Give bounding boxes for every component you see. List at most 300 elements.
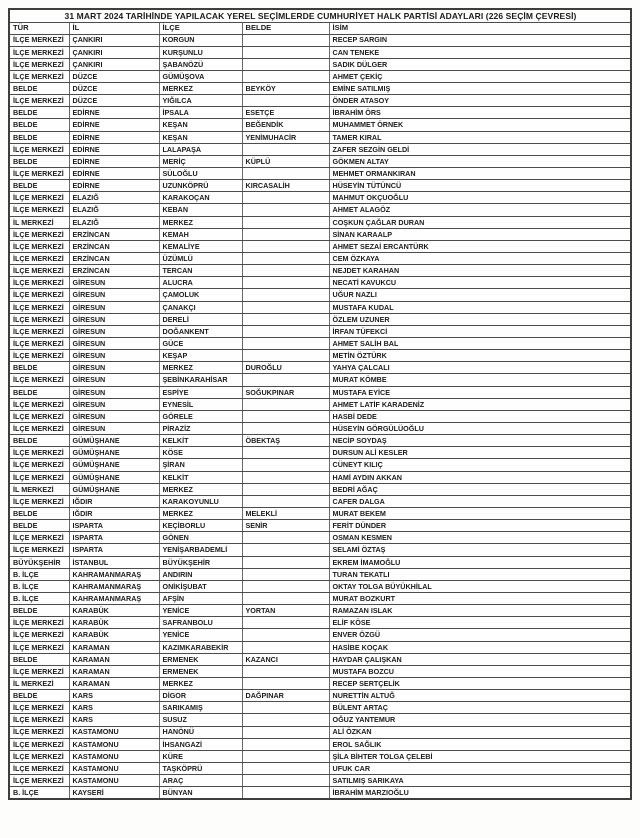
cell-isim: MURAT BEKEM: [329, 507, 631, 519]
cell-ilce: İPSALA: [159, 107, 242, 119]
cell-ilce: TERCAN: [159, 265, 242, 277]
cell-il: DÜZCE: [69, 95, 159, 107]
cell-ilce: SARIKAMIŞ: [159, 702, 242, 714]
cell-isim: EROL SAĞLIK: [329, 738, 631, 750]
cell-belde: [242, 726, 329, 738]
cell-tur: BELDE: [9, 653, 69, 665]
cell-belde: SENİR: [242, 520, 329, 532]
cell-isim: CÜNEYT KILIÇ: [329, 459, 631, 471]
cell-il: EDİRNE: [69, 180, 159, 192]
cell-tur: BELDE: [9, 386, 69, 398]
table-row: [9, 495, 631, 507]
cell-tur: İL MERKEZİ: [9, 677, 69, 689]
cell-belde: MELEKLİ: [242, 507, 329, 519]
cell-il: KASTAMONU: [69, 726, 159, 738]
cell-isim: OĞUZ YANTEMUR: [329, 714, 631, 726]
cell-belde: [242, 483, 329, 495]
table-row: [9, 253, 631, 265]
cell-tur: B. İLÇE: [9, 580, 69, 592]
cell-tur: İLÇE MERKEZİ: [9, 750, 69, 762]
table-row: [9, 471, 631, 483]
cell-belde: [242, 350, 329, 362]
cell-belde: DAĞPINAR: [242, 690, 329, 702]
cell-belde: KÜPLÜ: [242, 155, 329, 167]
cell-il: DÜZCE: [69, 70, 159, 82]
table-row: [9, 750, 631, 762]
cell-tur: İLÇE MERKEZİ: [9, 289, 69, 301]
cell-tur: İLÇE MERKEZİ: [9, 277, 69, 289]
cell-tur: İLÇE MERKEZİ: [9, 58, 69, 70]
table-row: [9, 240, 631, 252]
cell-ilce: ESPİYE: [159, 386, 242, 398]
cell-belde: [242, 423, 329, 435]
table-row: [9, 738, 631, 750]
cell-isim: AHMET ALAGÖZ: [329, 204, 631, 216]
table-row: [9, 423, 631, 435]
cell-isim: HÜSEYİN TÜTÜNCÜ: [329, 180, 631, 192]
cell-tur: İLÇE MERKEZİ: [9, 313, 69, 325]
cell-isim: COŞKUN ÇAĞLAR DURAN: [329, 216, 631, 228]
cell-belde: [242, 580, 329, 592]
cell-il: ELAZIĞ: [69, 216, 159, 228]
table-row: [9, 459, 631, 471]
cell-tur: B. İLÇE: [9, 568, 69, 580]
cell-belde: [242, 325, 329, 337]
cell-tur: BELDE: [9, 107, 69, 119]
table-row: [9, 447, 631, 459]
cell-isim: ALİ ÖZKAN: [329, 726, 631, 738]
cell-belde: [242, 58, 329, 70]
cell-tur: İLÇE MERKEZİ: [9, 714, 69, 726]
cell-ilce: GÜMÜŞOVA: [159, 70, 242, 82]
cell-belde: [242, 738, 329, 750]
cell-isim: SATILMIŞ SARIKAYA: [329, 775, 631, 787]
table-row: [9, 556, 631, 568]
cell-il: DÜZCE: [69, 83, 159, 95]
cell-isim: MUSTAFA EYİCE: [329, 386, 631, 398]
cell-tur: İL MERKEZİ: [9, 216, 69, 228]
cell-il: GİRESUN: [69, 386, 159, 398]
cell-isim: NECATİ KAVUKCU: [329, 277, 631, 289]
cell-isim: CAFER DALGA: [329, 495, 631, 507]
cell-ilce: KARAKOYUNLU: [159, 495, 242, 507]
cell-belde: [242, 568, 329, 580]
cell-belde: [242, 168, 329, 180]
cell-il: KAHRAMANMARAŞ: [69, 592, 159, 604]
cell-belde: KIRCASALİH: [242, 180, 329, 192]
table-row: [9, 677, 631, 689]
cell-tur: İLÇE MERKEZİ: [9, 46, 69, 58]
cell-belde: BEYKÖY: [242, 83, 329, 95]
cell-il: GİRESUN: [69, 398, 159, 410]
cell-tur: BELDE: [9, 83, 69, 95]
cell-il: KARAMAN: [69, 677, 159, 689]
cell-tur: BELDE: [9, 362, 69, 374]
cell-tur: İLÇE MERKEZİ: [9, 143, 69, 155]
cell-belde: [242, 641, 329, 653]
cell-isim: MURAT BOZKURT: [329, 592, 631, 604]
table-row: [9, 410, 631, 422]
cell-isim: RECEP SARGIN: [329, 34, 631, 46]
cell-il: ISPARTA: [69, 544, 159, 556]
cell-isim: NECİP SOYDAŞ: [329, 435, 631, 447]
cell-il: GİRESUN: [69, 277, 159, 289]
cell-tur: İLÇE MERKEZİ: [9, 325, 69, 337]
cell-isim: HÜSEYİN GÖRGÜLÜOĞLU: [329, 423, 631, 435]
cell-belde: [242, 398, 329, 410]
cell-ilce: DOĞANKENT: [159, 325, 242, 337]
cell-ilce: ERMENEK: [159, 665, 242, 677]
cell-belde: [242, 216, 329, 228]
cell-il: GİRESUN: [69, 374, 159, 386]
cell-isim: SELAMİ ÖZTAŞ: [329, 544, 631, 556]
cell-tur: İLÇE MERKEZİ: [9, 459, 69, 471]
cell-ilce: MERKEZ: [159, 507, 242, 519]
cell-isim: SİNAN KARAALP: [329, 228, 631, 240]
cell-ilce: BÜNYAN: [159, 787, 242, 800]
cell-isim: İBRAHİM ÖRS: [329, 107, 631, 119]
cell-tur: BELDE: [9, 435, 69, 447]
cell-ilce: LALAPAŞA: [159, 143, 242, 155]
cell-tur: İLÇE MERKEZİ: [9, 495, 69, 507]
cell-isim: ÖNDER ATASOY: [329, 95, 631, 107]
cell-ilce: KEBAN: [159, 204, 242, 216]
cell-ilce: ALUCRA: [159, 277, 242, 289]
cell-belde: [242, 338, 329, 350]
cell-il: GİRESUN: [69, 301, 159, 313]
cell-isim: CAN TENEKE: [329, 46, 631, 58]
cell-ilce: KELKİT: [159, 471, 242, 483]
cell-il: ÇANKIRI: [69, 46, 159, 58]
table-row: [9, 435, 631, 447]
cell-isim: HASBİ DEDE: [329, 410, 631, 422]
cell-il: KAYSERİ: [69, 787, 159, 800]
cell-ilce: KELKİT: [159, 435, 242, 447]
cell-ilce: ŞİRAN: [159, 459, 242, 471]
cell-il: KAHRAMANMARAŞ: [69, 568, 159, 580]
cell-belde: [242, 240, 329, 252]
cell-il: GİRESUN: [69, 338, 159, 350]
cell-belde: [242, 702, 329, 714]
cell-il: GİRESUN: [69, 362, 159, 374]
cell-tur: İLÇE MERKEZİ: [9, 471, 69, 483]
table-row: [9, 386, 631, 398]
cell-ilce: DERELİ: [159, 313, 242, 325]
cell-ilce: KÜRE: [159, 750, 242, 762]
cell-isim: OKTAY TOLGA BÜYÜKHİLAL: [329, 580, 631, 592]
cell-il: ERZİNCAN: [69, 228, 159, 240]
cell-tur: İLÇE MERKEZİ: [9, 338, 69, 350]
cell-il: ISPARTA: [69, 520, 159, 532]
cell-isim: TURAN TEKATLI: [329, 568, 631, 580]
cell-il: ÇANKIRI: [69, 58, 159, 70]
table-row: [9, 398, 631, 410]
column-header-belde: BELDE: [242, 23, 329, 35]
table-row: [9, 702, 631, 714]
cell-tur: İLÇE MERKEZİ: [9, 738, 69, 750]
cell-tur: BELDE: [9, 690, 69, 702]
cell-tur: İLÇE MERKEZİ: [9, 398, 69, 410]
cell-belde: ESETÇE: [242, 107, 329, 119]
cell-belde: SOĞUKPINAR: [242, 386, 329, 398]
cell-il: KARS: [69, 714, 159, 726]
cell-isim: İBRAHİM MARZIOĞLU: [329, 787, 631, 800]
cell-belde: [242, 532, 329, 544]
table-row: [9, 374, 631, 386]
table-row: [9, 507, 631, 519]
cell-tur: İLÇE MERKEZİ: [9, 192, 69, 204]
cell-isim: AHMET SALİH BAL: [329, 338, 631, 350]
cell-il: KASTAMONU: [69, 750, 159, 762]
cell-isim: EKREM İMAMOĞLU: [329, 556, 631, 568]
cell-belde: [242, 34, 329, 46]
cell-isim: SADIK DÜLGER: [329, 58, 631, 70]
cell-ilce: MERKEZ: [159, 362, 242, 374]
cell-tur: İLÇE MERKEZİ: [9, 726, 69, 738]
cell-ilce: PİRAZİZ: [159, 423, 242, 435]
cell-belde: [242, 544, 329, 556]
cell-isim: MURAT KÖMBE: [329, 374, 631, 386]
cell-il: EDİRNE: [69, 168, 159, 180]
cell-tur: İLÇE MERKEZİ: [9, 665, 69, 677]
cell-ilce: YENİCE: [159, 605, 242, 617]
cell-ilce: YENİCE: [159, 629, 242, 641]
cell-il: IĞDIR: [69, 495, 159, 507]
cell-isim: ÖZLEM UZUNER: [329, 313, 631, 325]
cell-ilce: ÜZÜMLÜ: [159, 253, 242, 265]
cell-il: KARABÜK: [69, 617, 159, 629]
cell-tur: İLÇE MERKEZİ: [9, 70, 69, 82]
table-row: [9, 131, 631, 143]
cell-ilce: ŞEBİNKARAHİSAR: [159, 374, 242, 386]
cell-il: KASTAMONU: [69, 775, 159, 787]
table-row: [9, 83, 631, 95]
cell-isim: BEDRİ AĞAÇ: [329, 483, 631, 495]
cell-tur: İLÇE MERKEZİ: [9, 410, 69, 422]
cell-ilce: KARAKOÇAN: [159, 192, 242, 204]
cell-il: KARABÜK: [69, 605, 159, 617]
column-header-tur: TÜR: [9, 23, 69, 35]
cell-ilce: AFŞİN: [159, 592, 242, 604]
cell-ilce: UZUNKÖPRÜ: [159, 180, 242, 192]
cell-ilce: KURŞUNLU: [159, 46, 242, 58]
cell-tur: BELDE: [9, 155, 69, 167]
cell-isim: TAMER KIRAL: [329, 131, 631, 143]
cell-tur: B. İLÇE: [9, 787, 69, 800]
cell-tur: İLÇE MERKEZİ: [9, 204, 69, 216]
cell-ilce: TAŞKÖPRÜ: [159, 762, 242, 774]
table-row: [9, 216, 631, 228]
table-row: [9, 665, 631, 677]
table-row: [9, 580, 631, 592]
cell-isim: İRFAN TÜFEKCİ: [329, 325, 631, 337]
cell-ilce: MERİÇ: [159, 155, 242, 167]
table-row: [9, 629, 631, 641]
cell-ilce: HANÖNÜ: [159, 726, 242, 738]
cell-il: GİRESUN: [69, 410, 159, 422]
table-row: [9, 520, 631, 532]
cell-il: KARAMAN: [69, 641, 159, 653]
table-row: [9, 775, 631, 787]
cell-tur: İLÇE MERKEZİ: [9, 629, 69, 641]
table-row: [9, 653, 631, 665]
cell-belde: [242, 787, 329, 800]
cell-belde: KAZANCI: [242, 653, 329, 665]
cell-belde: [242, 46, 329, 58]
table-row: [9, 143, 631, 155]
cell-tur: İLÇE MERKEZİ: [9, 447, 69, 459]
cell-il: EDİRNE: [69, 143, 159, 155]
cell-tur: BELDE: [9, 520, 69, 532]
cell-ilce: YIĞILCA: [159, 95, 242, 107]
table-row: [9, 641, 631, 653]
table-row: [9, 119, 631, 131]
table-row: [9, 168, 631, 180]
cell-il: ISPARTA: [69, 532, 159, 544]
cell-tur: İLÇE MERKEZİ: [9, 34, 69, 46]
cell-belde: [242, 143, 329, 155]
cell-il: KAHRAMANMARAŞ: [69, 580, 159, 592]
cell-ilce: KEMAH: [159, 228, 242, 240]
cell-ilce: MERKEZ: [159, 83, 242, 95]
cell-belde: [242, 459, 329, 471]
cell-isim: DURSUN ALİ KESLER: [329, 447, 631, 459]
table-body: [9, 34, 631, 799]
cell-tur: BELDE: [9, 180, 69, 192]
cell-isim: HASİBE KOÇAK: [329, 641, 631, 653]
cell-ilce: KEMALİYE: [159, 240, 242, 252]
cell-ilce: ONİKİŞUBAT: [159, 580, 242, 592]
cell-belde: [242, 556, 329, 568]
table-row: [9, 277, 631, 289]
cell-belde: [242, 204, 329, 216]
table-row: [9, 350, 631, 362]
cell-ilce: GÜCE: [159, 338, 242, 350]
table-row: [9, 313, 631, 325]
cell-ilce: SAFRANBOLU: [159, 617, 242, 629]
table-row: [9, 34, 631, 46]
table-row: [9, 301, 631, 313]
cell-tur: BELDE: [9, 131, 69, 143]
cell-il: KARABÜK: [69, 629, 159, 641]
table-row: [9, 605, 631, 617]
cell-isim: HAYDAR ÇALIŞKAN: [329, 653, 631, 665]
cell-ilce: ANDIRIN: [159, 568, 242, 580]
cell-isim: AHMET ÇEKİÇ: [329, 70, 631, 82]
cell-il: GÜMÜŞHANE: [69, 471, 159, 483]
cell-tur: İLÇE MERKEZİ: [9, 240, 69, 252]
cell-isim: FERİT DÜNDER: [329, 520, 631, 532]
cell-isim: AHMET LATİF KARADENİZ: [329, 398, 631, 410]
cell-tur: İLÇE MERKEZİ: [9, 762, 69, 774]
cell-tur: İLÇE MERKEZİ: [9, 775, 69, 787]
cell-il: GİRESUN: [69, 289, 159, 301]
cell-isim: ŞİLA BİHTER TOLGA ÇELEBİ: [329, 750, 631, 762]
table-row: [9, 787, 631, 800]
table-row: [9, 58, 631, 70]
cell-tur: İLÇE MERKEZİ: [9, 350, 69, 362]
cell-belde: ÖBEKTAŞ: [242, 435, 329, 447]
cell-il: ERZİNCAN: [69, 240, 159, 252]
cell-belde: [242, 410, 329, 422]
cell-ilce: EYNESİL: [159, 398, 242, 410]
cell-ilce: SÜLOĞLU: [159, 168, 242, 180]
table-row: [9, 544, 631, 556]
table-row: [9, 532, 631, 544]
cell-belde: BEĞENDİK: [242, 119, 329, 131]
cell-il: GİRESUN: [69, 350, 159, 362]
cell-belde: [242, 253, 329, 265]
cell-ilce: BÜYÜKŞEHİR: [159, 556, 242, 568]
cell-belde: [242, 313, 329, 325]
table-row: [9, 289, 631, 301]
cell-belde: [242, 301, 329, 313]
cell-isim: MUHAMMET ÖRNEK: [329, 119, 631, 131]
table-row: [9, 714, 631, 726]
table-row: [9, 70, 631, 82]
cell-belde: [242, 677, 329, 689]
cell-isim: MAHMUT OKÇUOĞLU: [329, 192, 631, 204]
cell-il: KASTAMONU: [69, 762, 159, 774]
cell-ilce: GÖNEN: [159, 532, 242, 544]
cell-ilce: MERKEZ: [159, 483, 242, 495]
cell-belde: [242, 495, 329, 507]
cell-belde: [242, 265, 329, 277]
table-row: [9, 568, 631, 580]
cell-ilce: İHSANGAZİ: [159, 738, 242, 750]
document-title: 31 MART 2024 TARİHİNDE YAPILACAK YEREL SEÇİMLERDE CUMHURİYET HALK PARTİSİ ADAYLARI (226 SEÇİM ÇEVRESİ): [9, 9, 631, 23]
cell-isim: NEJDET KARAHAN: [329, 265, 631, 277]
cell-il: ERZİNCAN: [69, 253, 159, 265]
cell-isim: EMİNE SATILMIŞ: [329, 83, 631, 95]
cell-belde: [242, 750, 329, 762]
cell-tur: İLÇE MERKEZİ: [9, 301, 69, 313]
cell-il: EDİRNE: [69, 155, 159, 167]
cell-isim: METİN ÖZTÜRK: [329, 350, 631, 362]
cell-belde: DUROĞLU: [242, 362, 329, 374]
cell-isim: OSMAN KESMEN: [329, 532, 631, 544]
table-row: [9, 617, 631, 629]
column-header-ilce: İLÇE: [159, 23, 242, 35]
cell-belde: [242, 228, 329, 240]
cell-belde: [242, 277, 329, 289]
cell-tur: İLÇE MERKEZİ: [9, 265, 69, 277]
table-row: [9, 325, 631, 337]
cell-belde: [242, 192, 329, 204]
cell-ilce: ÇANAKÇI: [159, 301, 242, 313]
cell-tur: BELDE: [9, 507, 69, 519]
header-row: [9, 23, 631, 35]
cell-isim: NURETTİN ALTUĞ: [329, 690, 631, 702]
cell-tur: İLÇE MERKEZİ: [9, 617, 69, 629]
cell-tur: İLÇE MERKEZİ: [9, 532, 69, 544]
cell-il: GÜMÜŞHANE: [69, 483, 159, 495]
cell-il: EDİRNE: [69, 107, 159, 119]
cell-il: ELAZIĞ: [69, 204, 159, 216]
cell-ilce: ERMENEK: [159, 653, 242, 665]
cell-isim: YAHYA ÇALCALI: [329, 362, 631, 374]
cell-il: EDİRNE: [69, 131, 159, 143]
cell-tur: BELDE: [9, 119, 69, 131]
cell-il: GÜMÜŞHANE: [69, 435, 159, 447]
cell-isim: RECEP SERTÇELİK: [329, 677, 631, 689]
title-row: [9, 9, 631, 23]
cell-il: KARS: [69, 690, 159, 702]
cell-ilce: ARAÇ: [159, 775, 242, 787]
cell-belde: [242, 374, 329, 386]
cell-isim: UFUK CAR: [329, 762, 631, 774]
table-row: [9, 107, 631, 119]
